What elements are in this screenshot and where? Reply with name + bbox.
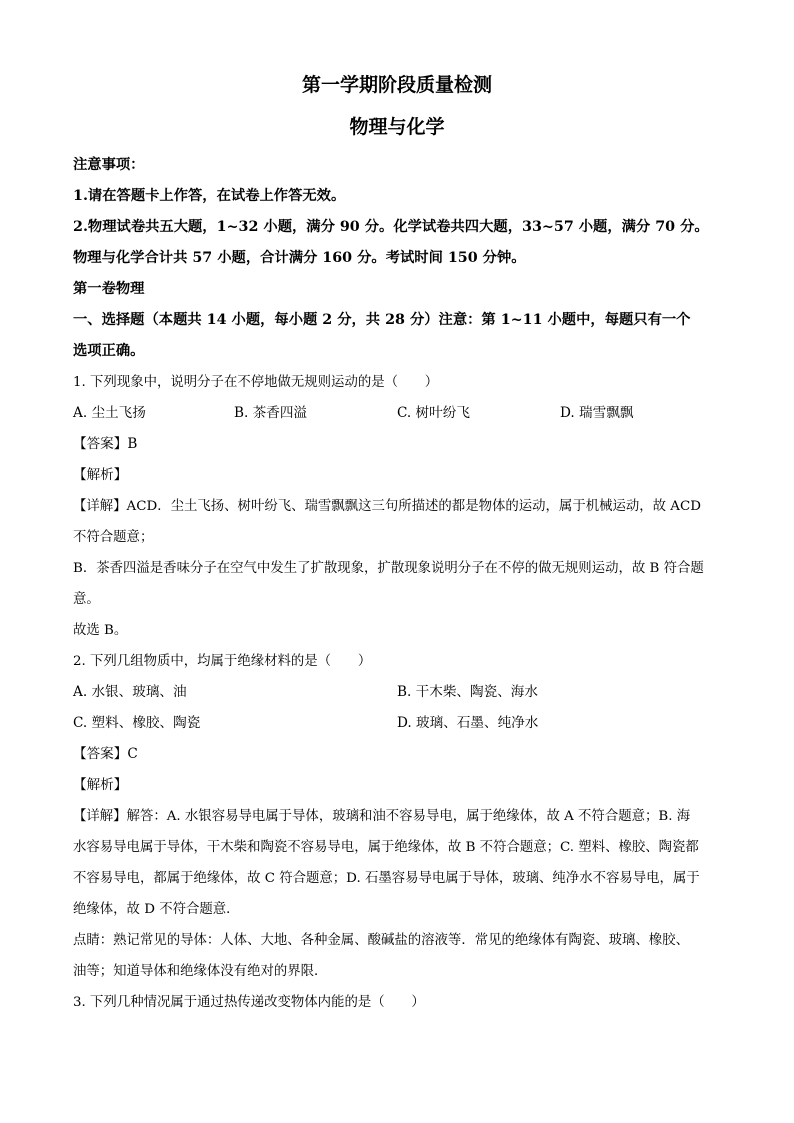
part-heading-line-2: 选项正确。 (73, 343, 145, 359)
question-2-detail-line: 水容易导电属于导体，干木柴和陶瓷不容易导电，属于绝缘体，故 B 不符合题意；C. 塑料、橡胶、陶瓷都 (73, 840, 699, 855)
question-2-detail-line: 油等；知道导体和绝缘体没有绝对的界限． (73, 964, 328, 979)
question-2-analysis-tag: 【解析】 (73, 777, 128, 793)
question-2-detail-line: 不容易导电，都属于绝缘体，故 C 符合题意；D. 石墨容易导电属于导体，玻璃、纯净水不容易导电，属于 (73, 871, 700, 886)
notice-item-2-line-1: 2.物理试卷共五大题，1~32 小题，满分 90 分。化学试卷共四大题，33~57 小题，满分 70 分。 (73, 219, 709, 235)
question-1-stem: 1. 下列现象中，说明分子在不停地做无规则运动的是（ ） (73, 375, 439, 390)
question-2-option-c: C. 塑料、橡胶、陶瓷 (73, 715, 201, 731)
question-3-stem: 3. 下列几种情况属于通过热传递改变物体内能的是（ ） (73, 995, 425, 1010)
question-2-option-d: D. 玻璃、石墨、纯净水 (397, 715, 539, 731)
question-2-detail-line: 绝缘体，故 D 不符合题意． (73, 902, 240, 917)
question-1-answer: 【答案】B (73, 436, 138, 452)
part-heading-line-1: 一、选择题（本题共 14 小题，每小题 2 分，共 28 分）注意：第 1~11 小题中，每题只有一个 (73, 312, 691, 328)
question-2-detail-line: 点睛：熟记常见的导体：人体、大地、各种金属、酸碱盐的溶液等．常见的绝缘体有陶瓷、玻璃、橡胶、 (73, 933, 689, 948)
notice-heading: 注意事项： (73, 157, 145, 173)
question-1-option-b: B. 茶香四溢 (234, 405, 308, 421)
volume-heading: 第一卷物理 (73, 281, 145, 297)
question-1-detail-line: 故选 B。 (73, 623, 128, 638)
question-2-stem: 2. 下列几组物质中，均属于绝缘材料的是（ ） (73, 654, 372, 669)
question-2-option-b: B. 干木柴、陶瓷、海水 (397, 684, 538, 700)
notice-item-1: 1.请在答题卡上作答，在试卷上作答无效。 (73, 188, 346, 204)
question-2-detail-line: 【详解】解答：A. 水银容易导电属于导体，玻璃和油不容易导电，属于绝缘体，故 A 不符合题意；B. 海 (73, 809, 691, 824)
question-2-options-row-1 (73, 677, 723, 708)
question-1-analysis-tag: 【解析】 (73, 467, 128, 483)
question-2-option-a: A. 水银、玻璃、油 (73, 684, 187, 700)
question-1-detail-line: 意。 (73, 592, 100, 607)
question-1-option-a: A. 尘土飞扬 (73, 405, 146, 421)
question-1-detail-line: 不符合题意； (73, 530, 154, 545)
page-title: 第一学期阶段质量检测 (301, 74, 492, 96)
page-subtitle: 物理与化学 (349, 116, 445, 138)
notice-item-2-line-2: 物理与化学合计共 57 小题，合计满分 160 分。考试时间 150 分钟。 (73, 250, 526, 266)
question-1-option-c: C. 树叶纷飞 (397, 405, 470, 421)
question-2-answer: 【答案】C (73, 746, 138, 762)
question-1-detail-line: B．茶香四溢是香味分子在空气中发生了扩散现象，扩散现象说明分子在不停的做无规则运动，故 B 符合题 (73, 561, 704, 576)
question-2-options-row-2 (73, 708, 723, 739)
question-1-option-d: D. 瑞雪飘飘 (560, 405, 634, 421)
question-1-detail-line: 【详解】ACD．尘土飞扬、树叶纷飞、瑞雪飘飘这三句所描述的都是物体的运动，属于机械运动，故 ACD (73, 499, 701, 514)
document-body (73, 150, 723, 1018)
question-1-options (73, 398, 723, 429)
